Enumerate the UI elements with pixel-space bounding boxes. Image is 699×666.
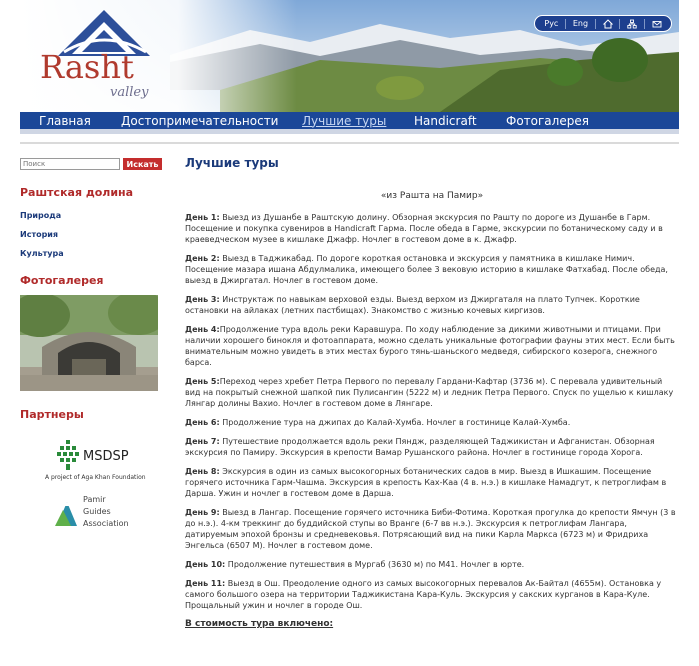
nav-item-best-tours[interactable]: Лучшие туры	[302, 113, 387, 128]
divider	[619, 19, 620, 29]
day-text: Путешествие продолжается вдоль реки Пяндж, разделяющей Таджикистан и Афганистан. Обзорная экскурсия по Памиру. Экскурсия в крепости Вамар Рушанского района. Ночлег в гостинице города Хорога.	[185, 437, 655, 457]
divider	[644, 19, 645, 29]
logo-wordmark: Rasht	[40, 48, 134, 86]
pamir-line3: Association	[83, 519, 129, 528]
day-paragraph	[185, 578, 679, 611]
day-paragraph	[185, 559, 679, 570]
nav-item-home[interactable]: Главная	[39, 113, 91, 128]
day-label: День 8:	[185, 467, 220, 476]
day-label: День 6:	[185, 418, 220, 427]
pamir-guides-logo[interactable]	[55, 494, 165, 530]
day-text: Продолжение тура на джипах до Калай-Хумба. Ночлег в гостинице Калай-Хумба.	[219, 418, 571, 427]
day-label: День 9:	[185, 508, 220, 517]
main-content	[185, 156, 679, 629]
gallery-heading: Фотогалерея	[20, 274, 104, 287]
day-label: День 4:	[185, 325, 220, 334]
search-form	[20, 158, 165, 170]
home-icon[interactable]	[603, 19, 613, 29]
day-label: День 11:	[185, 579, 226, 588]
day-paragraph	[185, 212, 679, 245]
day-paragraph	[185, 294, 679, 316]
day-paragraph	[185, 417, 679, 428]
divider	[20, 142, 679, 144]
pamir-line1: Pamir	[83, 495, 106, 504]
day-paragraph	[185, 253, 679, 286]
sidebar	[20, 158, 165, 530]
day-text: Продолжение путешествия в Мургаб (3630 м) по М41. Ночлег в юрте.	[225, 560, 525, 569]
day-paragraph	[185, 324, 679, 368]
site-logo[interactable]	[28, 8, 168, 108]
sitemap-icon[interactable]	[627, 19, 637, 29]
divider	[595, 19, 596, 29]
language-bar	[534, 15, 672, 32]
day-text: Инструктаж по навыкам верховой езды. Выезд верхом из Джиргаталя на плато Тупчек. Короткие остановки на айлаках (летних пастбищах). Знакомство с жизнью кочевых киргизов.	[185, 295, 640, 315]
msdsp-caption: A project of Aga Khan Foundation	[45, 474, 146, 481]
day-paragraph	[185, 436, 679, 458]
tour-subtitle: «из Рашта на Памир»	[380, 191, 484, 201]
mail-icon[interactable]	[652, 19, 662, 29]
lang-en-link[interactable]: Eng	[572, 19, 589, 28]
day-text: Переход через хребет Петра Первого по перевалу Гардани-Кафтар (3736 м). С перевала удивительный вид на покрытый снежной шапкой пик Пулисангин (5222 м) и ледник Петра Первого. Спуск по ущелью к кишлаку Лянгар долины Вахио. Ночлег в гостевом доме в Лянгаре.	[185, 377, 674, 408]
partners-heading: Партнеры	[20, 408, 84, 421]
msdsp-logo[interactable]	[57, 438, 165, 474]
sidebar-link-history[interactable]: История	[20, 230, 59, 239]
day-label: День 2:	[185, 254, 220, 263]
nav-item-handicraft[interactable]: Handicraft	[414, 113, 477, 128]
day-label: День 1:	[185, 213, 220, 222]
region-heading: Раштская долина	[20, 186, 134, 199]
gallery-thumbnail[interactable]	[20, 295, 158, 391]
msdsp-name: MSDSP	[83, 448, 129, 464]
logo-subtitle: valley	[110, 85, 149, 100]
sidebar-link-culture[interactable]: Культура	[20, 249, 64, 258]
nav-item-gallery[interactable]: Фотогалерея	[506, 113, 589, 128]
day-label: День 3:	[185, 295, 220, 304]
day-label: День 5:	[185, 377, 220, 386]
day-label: День 7:	[185, 437, 220, 446]
sidebar-link-nature[interactable]: Природа	[20, 211, 62, 220]
gallery-photo	[20, 295, 158, 391]
msdsp-emblem-icon	[57, 438, 79, 474]
day-text: Выезд в Таджикабад. По дороге короткая остановка и экскурсия у памятника в кишлаке Нимич. Посещение мазара ишана Абдулмалика, имеющего более 3 вековую историю в кишлаке Фатхабад. После обеда, выезд в Джиргатал. Ночлег в гостевом доме.	[185, 254, 668, 285]
nav-item-attractions[interactable]: Достопримечательности	[121, 113, 279, 128]
pamir-mountain-icon	[55, 496, 77, 528]
day-label: День 10:	[185, 560, 226, 569]
pamir-line2: Guides	[83, 507, 111, 516]
nav-underline-strip	[20, 129, 679, 134]
included-heading: В стоимость тура включено:	[185, 619, 334, 629]
day-paragraph	[185, 466, 679, 499]
day-text: Продолжение тура вдоль реки Каравшура. По ходу наблюдение за дикими животными и птицами. При наличии хорошего бинокля и фотоаппарата, можно сделать уникальные фотографии фауны этих мест. Если быть внимательным можно увидеть в этих местах бурого тянь-шаньского медведя, сибирского козерога, снежного барса.	[185, 325, 675, 367]
header-banner	[20, 0, 679, 112]
day-text: Выезд в Лангар. Посещение горячего источника Биби-Фотима. Короткая прогулка до крепости Ямчун (3 в до н.э.). 4-км треккинг до буддийской ступы во Вранге (6-7 вв н.э.). Экскурсия к петроглифам Лангара, датируемым эпохой бронзы и средневековья. Потрясающий вид на пики Карла Маркса (6723 м) и Фридриха Энгельса (6507 М). Ночлег в гостевом доме.	[185, 508, 676, 550]
page-title: Лучшие туры	[185, 156, 279, 170]
day-text: Экскурсия в один из самых высокогорных ботанических садов в мир. Выезд в Ишкашим. Посещение горячего источника Гарм-Чашма. Экскурсия в крепость Ках-Каа (4 в. н.э.) в кишлаке Намадгут, к петроглифам в Дарша. Ужин и ночлег в гостевом доме в Дарша.	[185, 467, 667, 498]
day-text: Выезд в Ош. Преодоление одного из самых высокогорных перевалов Ак-Байтал (4655м). Остановка у самого большого озера на территории Таджикистана Кара-Куль. Экскурсия у сакских курганов в Кара-Куле. Прощальный ужин и ночлег в городе Ош.	[185, 579, 662, 610]
day-text: Выезд из Душанбе в Раштскую долину. Обзорная экскурсия по Рашту по дороге из Душанбе в Гарм. Посещение и покупка сувениров в Handicraft Гарма. После обеда в Гарме, экскурсии по ботаническому саду и в краеведческом музее в кишлаке Джафр. Ночлег в гостевом доме в к. Джафр.	[185, 213, 663, 244]
search-button[interactable]: Искать	[123, 158, 162, 170]
divider	[565, 19, 566, 29]
day-paragraph	[185, 507, 679, 551]
lang-ru-link[interactable]: Рус	[544, 19, 559, 28]
day-paragraph	[185, 376, 679, 409]
search-input[interactable]	[20, 158, 120, 170]
main-nav	[20, 112, 679, 129]
